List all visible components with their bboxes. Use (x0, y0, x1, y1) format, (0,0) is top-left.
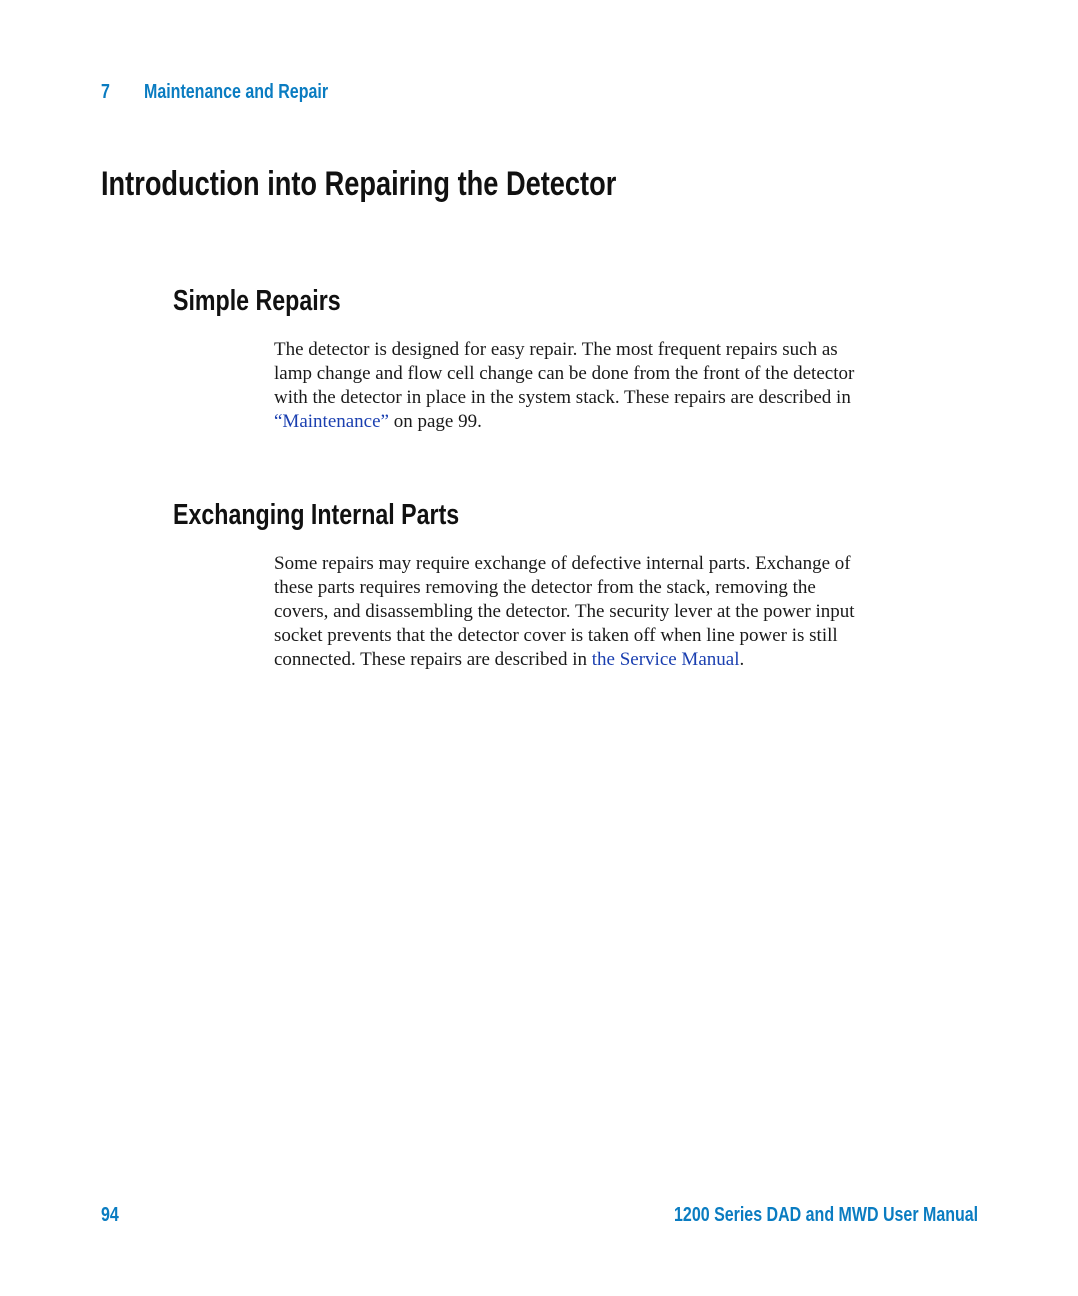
text-line: covers, and disassembling the detector. The security lever at the power input (274, 601, 855, 622)
text-line: The detector is designed for easy repair. The most frequent repairs such as (274, 339, 838, 360)
manual-title: 1200 Series DAD and MWD User Manual (673, 1204, 978, 1226)
paragraph-exchanging-internal-parts (274, 552, 855, 672)
text-segment: on page 99. (388, 411, 482, 432)
text-line: these parts requires removing the detector from the stack, removing the (274, 577, 816, 598)
chapter-number: 7 (101, 81, 110, 103)
maintenance-link[interactable]: “Maintenance” (274, 411, 389, 432)
section-heading-simple-repairs: Simple Repairs (173, 285, 341, 317)
text-segment: . (739, 649, 745, 670)
text-line: socket prevents that the detector cover is taken off when line power is still (274, 625, 838, 646)
text-line (274, 648, 855, 672)
page-title: Introduction into Repairing the Detector (101, 165, 617, 203)
section-heading-exchanging-internal-parts: Exchanging Internal Parts (173, 499, 460, 531)
service-manual-link[interactable]: the Service Manual (591, 649, 740, 670)
text-line: with the detector in place in the system stack. These repairs are described in (274, 387, 851, 408)
text-line: Some repairs may require exchange of defective internal parts. Exchange of (274, 553, 851, 574)
text-line: lamp change and flow cell change can be done from the front of the detector (274, 363, 855, 384)
text-line (274, 410, 854, 434)
text-segment: connected. These repairs are described in (274, 649, 592, 670)
chapter-title: Maintenance and Repair (144, 81, 329, 103)
paragraph-simple-repairs (274, 338, 854, 434)
page-number: 94 (101, 1204, 119, 1226)
